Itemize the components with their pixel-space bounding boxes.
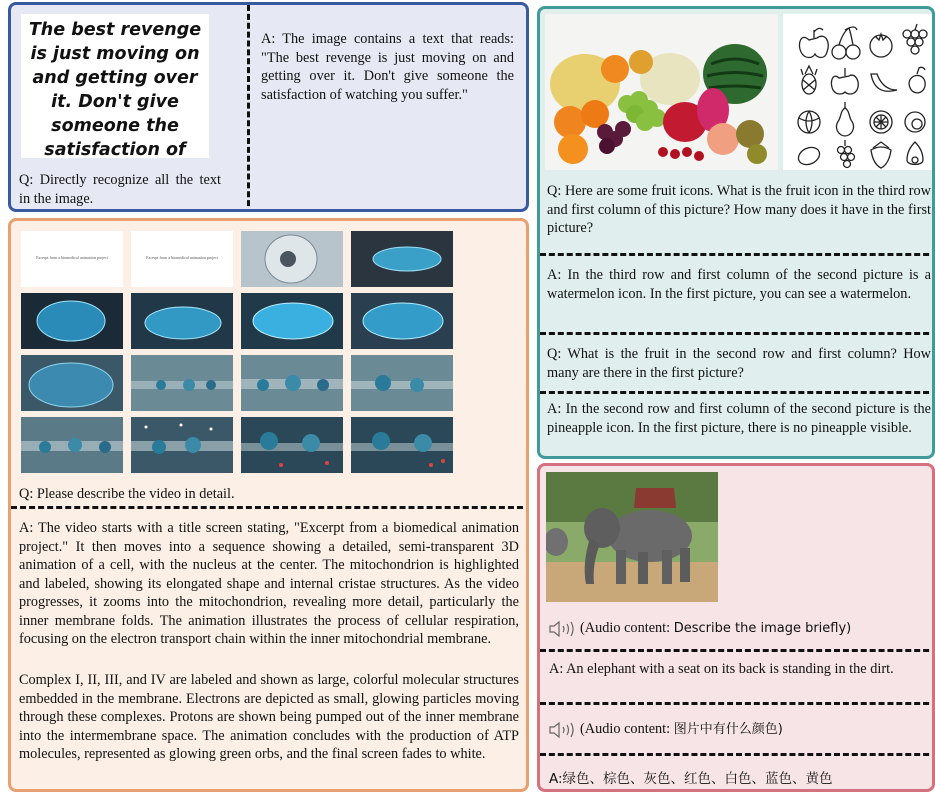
divider: [540, 253, 935, 256]
apple-icon: [799, 28, 828, 57]
citrus-slice-icon: [870, 111, 892, 133]
grapes-2-icon: [838, 140, 855, 168]
video-answer-p2: Complex I, II, III, and IV are labeled and shown as large, colorful molecular structures embedded in the membrane. Electrons are depicted as small, glowing particles moving through these complexes. Protons are shown being pumped out of the inner membrane into the intermembrane space. The animation concludes with the production of ATP molecules, represented as glowing green orbs, and the final screen fades to white.: [19, 672, 519, 762]
audio-content-text: 图片中有什么颜色): [673, 722, 783, 738]
audio-label-2: [580, 720, 783, 740]
video-frame: [131, 231, 233, 287]
audio-row-2: [548, 720, 783, 740]
video-frame: [21, 231, 123, 287]
answer-text: A: The image contains a text that reads: "The best revenge is just moving on and getting over it. Don't give someone the satisfaction of watching you suffer.": [261, 31, 514, 103]
divider: [247, 5, 250, 212]
divider: [540, 391, 935, 394]
video-frame: [131, 293, 233, 349]
cherries-icon: [832, 27, 860, 59]
fruit-question-1: Q: Here are some fruit icons. What is the fruit icon in the third row and first column of this picture? How many does it have in the first picture?: [547, 183, 931, 236]
quote-image: [21, 14, 209, 158]
banana-icon: [871, 74, 897, 91]
video-question: Q: Please describe the video in detail.: [19, 486, 235, 502]
avocado-icon: [907, 142, 923, 165]
question-text: Q: Directly recognize all the text in the image.: [19, 172, 221, 207]
fruit-question-2: Q: What is the fruit in the second row and first column? How many are there in the first picture?: [547, 346, 931, 381]
lemon-icon: [796, 144, 823, 168]
pomegranate-icon: [870, 34, 892, 57]
video-frame: [241, 293, 343, 349]
speaker-icon: [548, 619, 580, 639]
fruit-icons-grid: [783, 14, 933, 170]
panel-video: [8, 218, 529, 792]
video-frame: [351, 231, 453, 287]
fruit-answer-1: A: In the third row and first column of the second picture is a watermelon icon. In the first picture, you can see a watermelon.: [547, 267, 931, 302]
panel-fruit: [537, 6, 935, 459]
fruit-answer-2: A: In the second row and first column of the second picture is the pineapple icon. In the first picture, there is no pineapple visible.: [547, 401, 931, 436]
audio-row-1: [548, 619, 851, 639]
video-frame: [351, 417, 453, 473]
video-answer-p1: A: The video starts with a title screen stating, "Excerpt from a biomedical animation project." It then moves into a sequence showing a detailed, semi-transparent 3D animation of a cell, with the nucleus at the center. The mitochondrion is highlighted and labeled, showing its elongated shape and internal cristae structures. As the video progresses, it zooms into the mitochondrion, revealing more detail, particularly the inner membrane folds. The animation illustrates the process of cellular respiration, focusing on the electron transport chain within the inner mitochondrial membrane.: [19, 520, 519, 647]
video-frame: [351, 293, 453, 349]
quote-image-text: The best revenge is just moving on and getting over it. Don't give someone the satisfaction of: [28, 20, 202, 158]
video-frame: [131, 417, 233, 473]
pineapple-icon: [801, 66, 817, 94]
video-frame: [21, 293, 123, 349]
video-frame: [241, 417, 343, 473]
video-frame: [21, 355, 123, 411]
audio-answer-1: A: An elephant with a seat on its back is standing in the dirt.: [549, 661, 894, 677]
apple-2-icon: [831, 68, 858, 94]
strawberry-icon: [871, 142, 891, 168]
grapes-icon: [903, 24, 927, 54]
video-frame: [351, 355, 453, 411]
video-frame-title: Excerpt from a biomedical animation project: [36, 255, 108, 260]
video-frame-title: Excerpt from a biomedical animation project: [146, 255, 218, 260]
audio-prefix: (Audio content:: [580, 620, 674, 637]
divider: [540, 332, 935, 335]
kiwi-icon: [905, 112, 925, 132]
video-frame: [241, 355, 343, 411]
elephant-photo: [546, 472, 718, 602]
divider: [540, 702, 935, 705]
fruit-icons-drawing: [783, 14, 933, 170]
elephant-photo-drawing: [546, 472, 718, 602]
divider: [540, 753, 935, 756]
audio-label-1: [580, 619, 851, 639]
fruit-photo: [545, 14, 778, 170]
video-frame: [241, 231, 343, 287]
video-frame: [131, 355, 233, 411]
panel-text-recognition: [8, 2, 529, 212]
audio-prefix: (Audio content:: [580, 721, 674, 738]
video-frame: [21, 417, 123, 473]
audio-content-text: Describe the image briefly): [673, 621, 852, 637]
pear-icon: [837, 102, 854, 136]
fruit-photo-drawing: [545, 14, 778, 170]
speaker-icon: [548, 720, 580, 740]
peach-icon: [909, 67, 925, 93]
panel-audio: [537, 463, 935, 792]
audio-answer-2: A:绿色、棕色、灰色、红色、白色、蓝色、黄色: [549, 771, 833, 787]
watermelon-icon: [798, 111, 820, 133]
divider: [540, 649, 935, 652]
divider: [11, 506, 529, 509]
